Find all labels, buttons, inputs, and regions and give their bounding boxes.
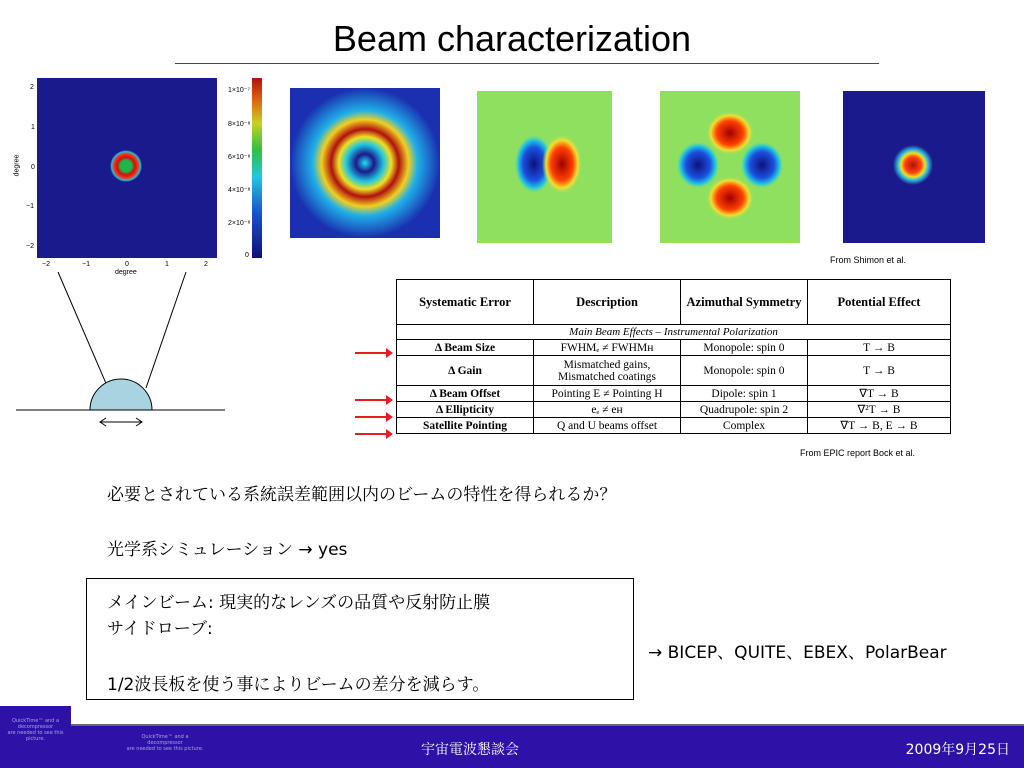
table-header: Potential Effect (808, 280, 951, 325)
table-header-row (397, 280, 951, 325)
table-cell: Dipole: spin 1 (681, 386, 808, 402)
beam-map-image (14, 76, 272, 276)
table-cell: Δ Gain (397, 356, 534, 386)
simulation-text: 光学系シミュレーション → yes (107, 540, 348, 560)
table-header: Systematic Error (397, 280, 534, 325)
beam-map-xtick: 1 (165, 261, 169, 268)
table-cell: Complex (681, 418, 808, 434)
table-row (397, 386, 951, 402)
table-row (397, 402, 951, 418)
table-section-row (397, 325, 951, 340)
beam-map-xtick: 0 (125, 261, 129, 268)
table-cell: ∇T → B (808, 386, 951, 402)
table-cell: eₑ ≠ eʜ (534, 402, 681, 418)
table-cell: Δ Beam Size (397, 340, 534, 356)
footer-logo-placeholder: QuickTime™ and a decompressor are needed to see this picture. (126, 734, 204, 752)
table-cell: T → B (808, 340, 951, 356)
side-lobe-text: サイドローブ: (107, 619, 213, 639)
colorbar-tick: 1×10⁻⁷ (228, 87, 250, 94)
table-cell: Δ Beam Offset (397, 386, 534, 402)
footer-event-name: 宇宙電波懇談会 (421, 742, 519, 758)
beam-map-xtick: −1 (82, 261, 90, 268)
table-cell: Monopole: spin 0 (681, 340, 808, 356)
beam-map-xtick: −2 (42, 261, 50, 268)
question-text: 必要とされている系統誤差範囲以内のビームの特性を得られるか？ (107, 485, 617, 505)
table-cell: T → B (808, 356, 951, 386)
table-row (397, 356, 951, 386)
footer-date: 2009年9月25日 (905, 742, 1010, 758)
red-arrow-icon (355, 416, 391, 418)
beam-map-ytick: −2 (26, 243, 34, 250)
red-arrow-icon (355, 399, 391, 401)
table-row (397, 418, 951, 434)
beam-map-figure (14, 76, 272, 276)
red-arrow-icon (355, 352, 391, 354)
table-cell: Q and U beams offset (534, 418, 681, 434)
red-arrow-icon (355, 433, 391, 435)
colorbar-tick: 8×10⁻⁸ (228, 121, 251, 128)
table-cell: Pointing E ≠ Pointing H (534, 386, 681, 402)
table-cell: Monopole: spin 0 (681, 356, 808, 386)
colorbar-tick: 6×10⁻⁸ (228, 154, 251, 161)
experiments-text: → BICEP、QUITE、EBEX、PolarBear (648, 643, 947, 663)
colorbar-tick: 0 (245, 252, 249, 259)
monopole-map (290, 88, 440, 238)
table-cell: FWHMₑ ≠ FWHMʜ (534, 340, 681, 356)
beam-map-ytick: 1 (31, 124, 35, 131)
beam-map-ytick: 0 (31, 164, 35, 171)
main-beam-text: メインビーム: 現実的なレンズの品質や反射防止膜 (107, 593, 491, 613)
beam-map-xlabel: degree (115, 269, 137, 276)
beam-map-ytick: −1 (26, 203, 34, 210)
table-cell: ∇²T → B (808, 402, 951, 418)
footer-logo: QuickTime™ and a decompressor are needed to see this picture. (0, 706, 71, 768)
table-header: Azimuthal Symmetry (681, 280, 808, 325)
half-wave-text: 1/2波長板を使う事によりビームの差分を減らす。 (107, 675, 490, 695)
table-cell: Mismatched gains, Mismatched coatings (534, 356, 681, 386)
table-header: Description (534, 280, 681, 325)
systematics-table (396, 279, 951, 434)
table-cell: Quadrupole: spin 2 (681, 402, 808, 418)
table-row (397, 340, 951, 356)
table-section-title: Main Beam Effects – Instrumental Polarization (397, 325, 951, 340)
title-underline (175, 63, 879, 64)
beam-difference-maps (290, 88, 990, 248)
colorbar-tick: 2×10⁻⁸ (228, 220, 251, 227)
table-cell: Δ Ellipticity (397, 402, 534, 418)
shimon-credit: From Shimon et al. (830, 255, 907, 265)
telescope-schematic (10, 270, 240, 430)
page-title: Beam characterization (332, 18, 692, 59)
colorbar-tick: 4×10⁻⁸ (228, 187, 251, 194)
epic-credit: From EPIC report Bock et al. (800, 448, 916, 458)
table-cell: ∇T → B, E → B (808, 418, 951, 434)
beam-map-ytick: 2 (30, 84, 34, 91)
table-cell: Satellite Pointing (397, 418, 534, 434)
beam-map-xtick: 2 (204, 261, 208, 268)
beam-map-ylabel: degree (13, 154, 21, 177)
